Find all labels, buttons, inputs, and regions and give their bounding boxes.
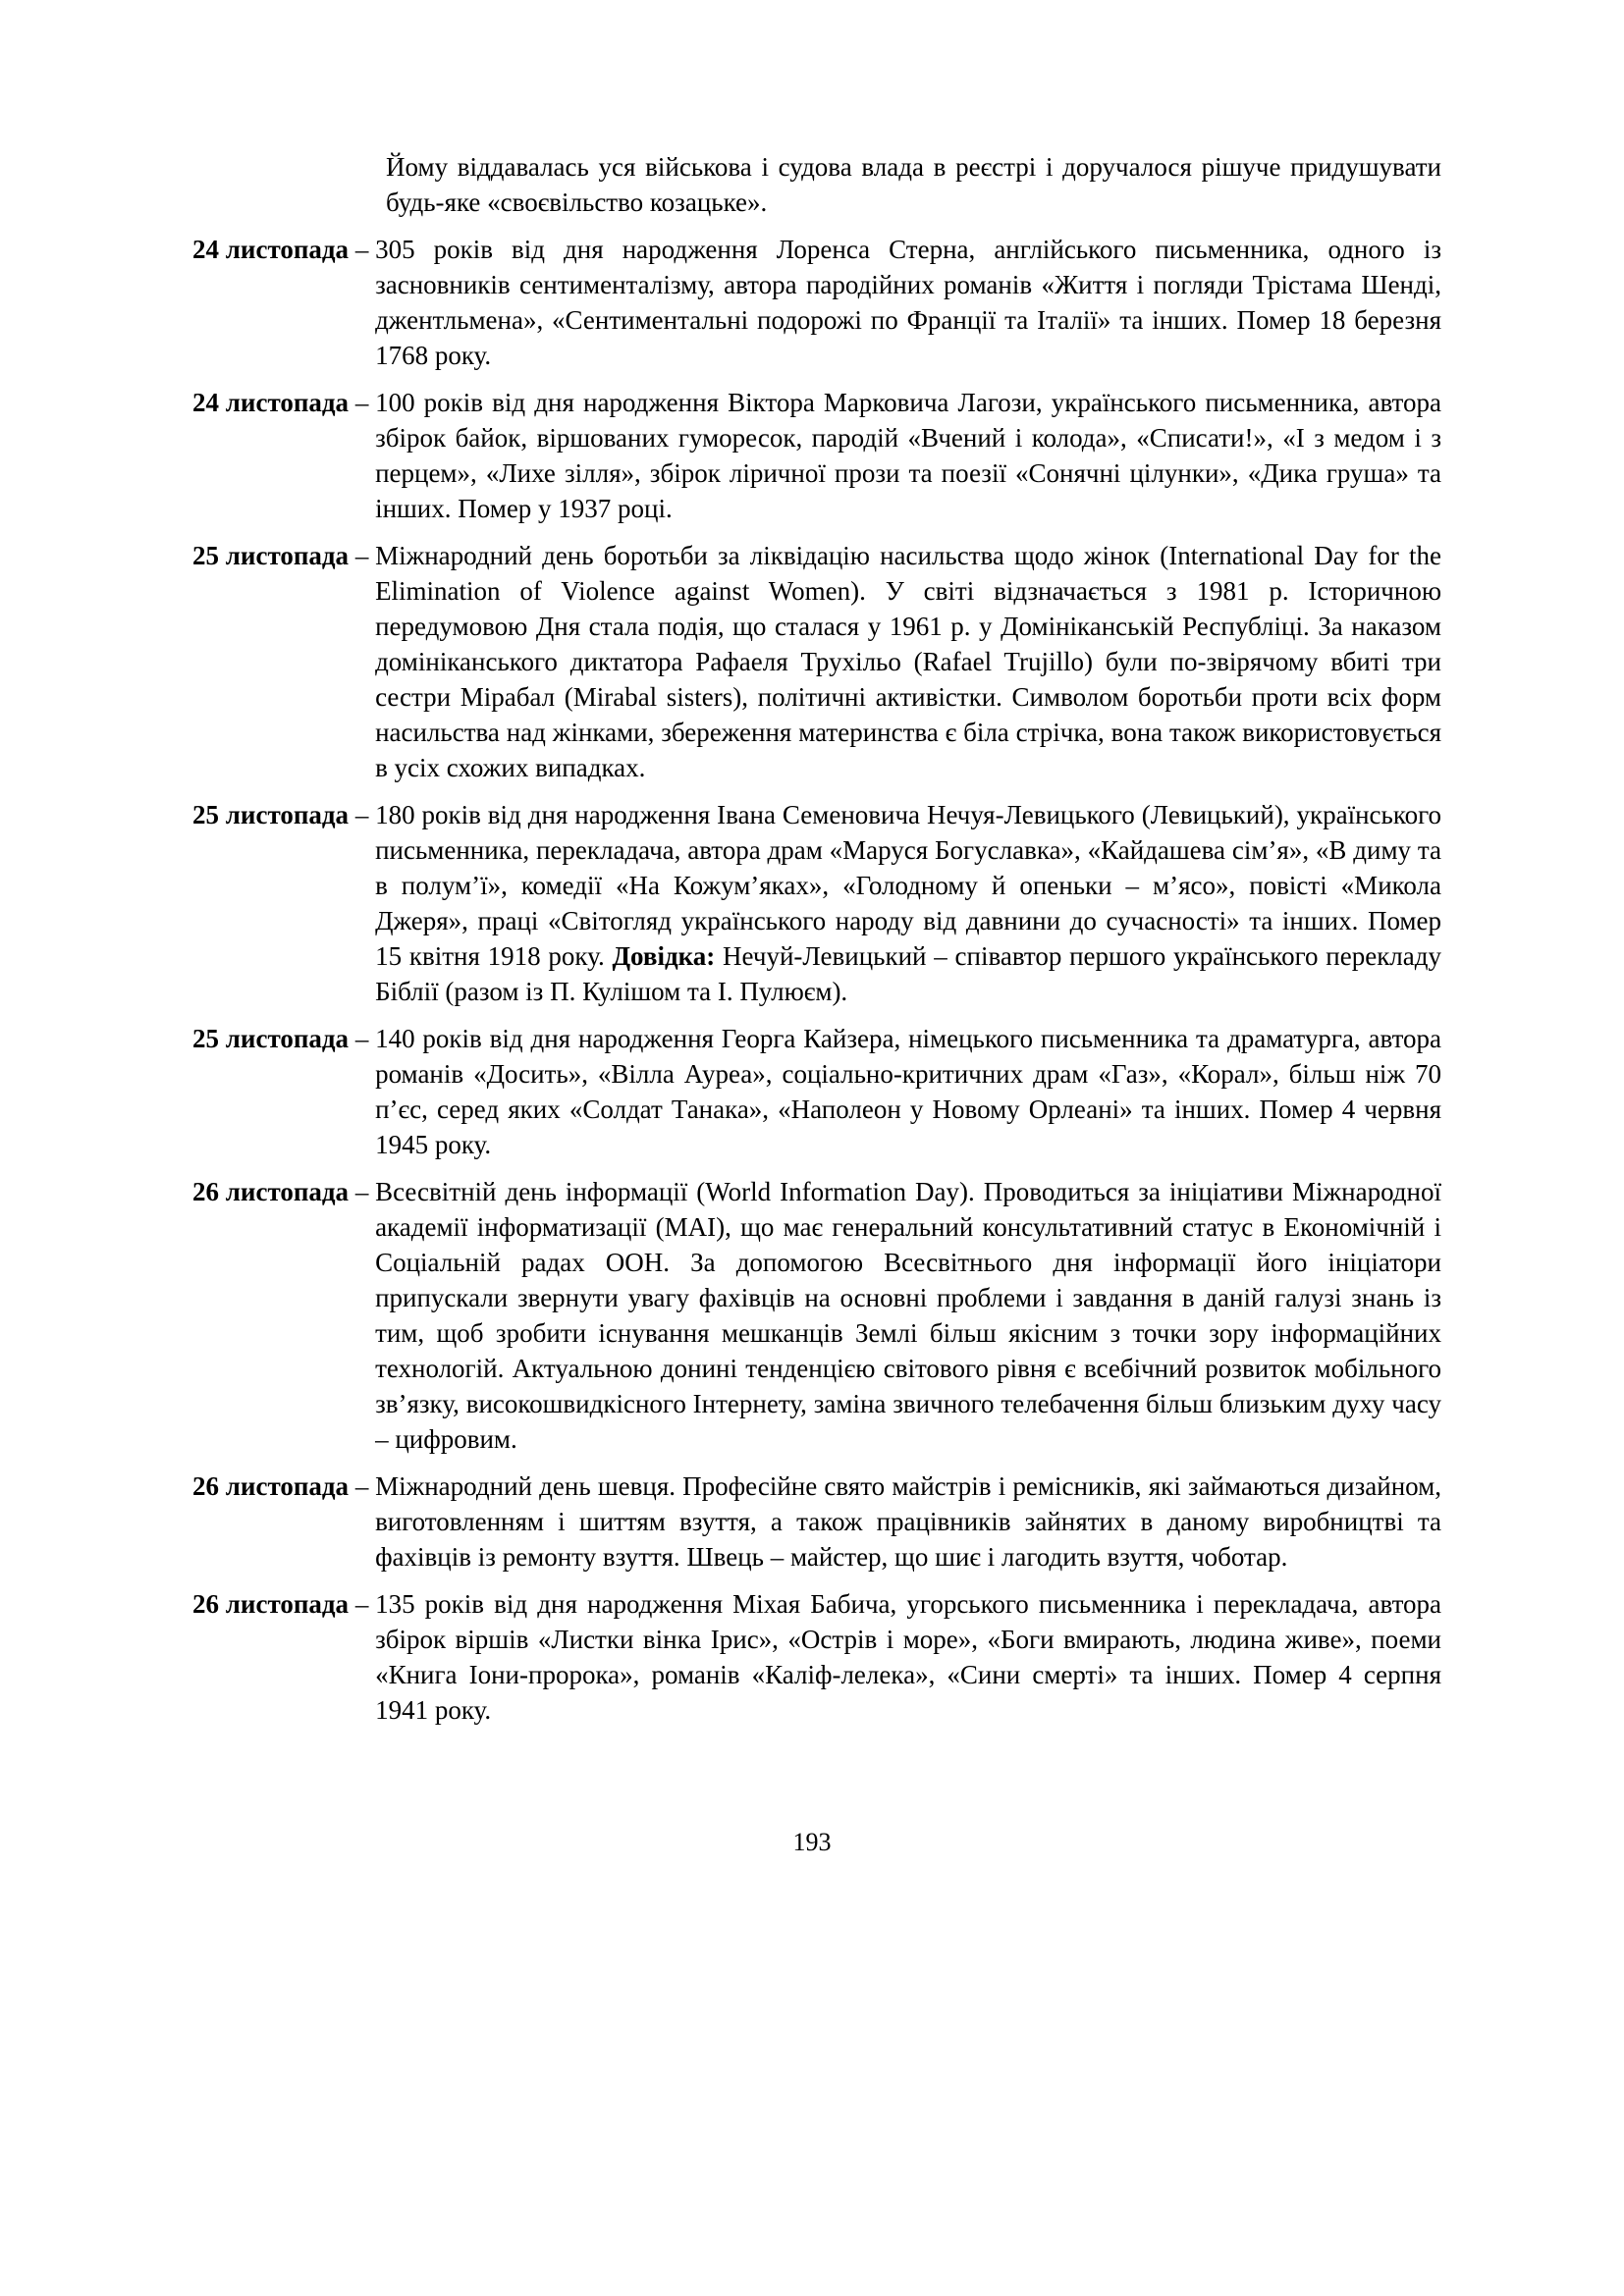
entry-dash: – bbox=[349, 235, 376, 264]
page-content bbox=[192, 149, 1441, 1739]
calendar-entry bbox=[192, 538, 1441, 785]
entry-text: Міжнародний день боротьби за ліквідацію насильства щодо жінок (International Day for the Elimination of Violence against Women). У світі відзначається з 1981 р. Історичною передумовою Дня стала подія, що сталася у 1961 р. у Домініканській Республіці. За наказом домініканського диктатора Рафаеля Трухільо (Rafael Trujillo) були по-звірячому вбиті три сестри Мірабал (Mirabal sisters), політичні активістки. Символом боротьби проти всіх форм насильства над жінками, збереження материнства є біла стрічка, вона також використовується в усіх схожих випадках. bbox=[375, 541, 1441, 782]
calendar-entry bbox=[192, 232, 1441, 373]
page-number: 193 bbox=[792, 1828, 832, 1856]
entry-text: Всесвітній день інформації (World Information Day). Проводиться за ініціативи Міжнародної академії інформатизації (МАІ), що має генеральний консультативний статус в Економічній і Соціальній радах ООН. За допомогою Всесвітнього дня інформації його ініціатори припускали звернути увагу фахівців на основні проблеми і завдання в даній галузі знань із тим, щоб зробити існування мешканців Землі більш якісним з точки зору інформаційних технологій. Актуальною донині тенденцією світового рівня є всебічний розвиток мобільного зв’язку, високошвидкісного Інтернету, заміна звичного телебачення більш близьким духу часу – цифровим. bbox=[375, 1177, 1441, 1454]
entry-dash: – bbox=[349, 1177, 376, 1206]
entry-dash: – bbox=[349, 1471, 376, 1501]
entry-dash: – bbox=[349, 1589, 376, 1619]
entry-text: Міжнародний день шевця. Професійне свято майстрів і ремісників, які займаються дизайном, виготовленням і шиттям взуття, а також працівників зайнятих в даному виробництві та фахівців із ремонту взуття. Швець – майстер, що шиє і лагодить взуття, чоботар. bbox=[375, 1471, 1441, 1572]
entry-date: 25 листопада bbox=[192, 1024, 350, 1053]
entry-date: 24 листопада bbox=[192, 388, 350, 417]
entry-text: 305 років від дня народження Лоренса Стерна, англійського письменника, одного із засновників сентименталізму, автора пародійних романів «Життя і погляди Трістама Шенді, джентльмена», «Сентиментальні подорожі по Франції та Італії» та інших. Помер 18 березня 1768 року. bbox=[375, 235, 1441, 370]
entry-dash: – bbox=[349, 541, 376, 570]
calendar-entry bbox=[192, 1174, 1441, 1457]
reference-note-label: Довідка: bbox=[612, 941, 716, 971]
calendar-entry bbox=[192, 797, 1441, 1009]
entry-dash: – bbox=[349, 1024, 376, 1053]
entry-dash: – bbox=[349, 800, 376, 829]
entry-date: 25 листопада bbox=[192, 541, 350, 570]
entry-date: 26 листопада bbox=[192, 1589, 350, 1619]
entry-text: 100 років від дня народження Віктора Марковича Лагози, українського письменника, автора збірок байок, віршованих гуморесок, пародій «Вчений і колода», «Списати!», «І з медом і з перцем», «Лихе зілля», збірок ліричної прози та поезії «Сонячні цілунки», «Дика груша» та інших. Помер у 1937 році. bbox=[375, 388, 1441, 523]
calendar-entry bbox=[192, 385, 1441, 526]
entry-date: 25 листопада bbox=[192, 800, 350, 829]
intro-paragraph: Йому віддавалась уся військова і судова влада в реєстрі і доручалося рішуче придушувати будь-яке «своєвільство козацьке». bbox=[386, 152, 1441, 217]
entry-dash: – bbox=[349, 388, 376, 417]
entry-text-with-note bbox=[375, 797, 1441, 1009]
entry-text: 135 років від дня народження Міхая Бабича, угорського письменника і перекладача, автора збірок віршів «Листки вінка Ірис», «Острів і море», «Боги вмирають, людина живе», поеми «Книга Іони-пророка», романів «Каліф-лелека», «Сини смерті» та інших. Помер 4 серпня 1941 року. bbox=[375, 1589, 1441, 1725]
entry-date: 26 листопада bbox=[192, 1177, 350, 1206]
entry-date: 24 листопада bbox=[192, 235, 350, 264]
entry-text: 180 років від дня народження Івана Семеновича Нечуя-Левицького (Левицький), українського письменника, перекладача, автора драм «Маруся Богуславка», «Кайдашева сім’я», «В диму та в полум’ї», комедії «На Кожум’яках», «Голодному й опеньки – м’ясо», повісті «Микола Джеря», праці «Світогляд українського народу від давнини до сучасності» та інших. Помер 15 квітня 1918 року. bbox=[375, 800, 1441, 971]
reference-note-text: Нечуй-Левицький – співавтор першого українського перекладу Біблії (разом із П. Кулішом та І. Пулюєм). bbox=[375, 941, 1442, 1006]
calendar-entry bbox=[192, 1468, 1441, 1575]
calendar-entry bbox=[192, 1021, 1441, 1162]
calendar-entry bbox=[192, 1586, 1441, 1728]
entry-date: 26 листопада bbox=[192, 1471, 350, 1501]
entry-text: 140 років від дня народження Георга Кайзера, німецького письменника та драматурга, автора романів «Досить», «Вілла Ауреа», соціально-критичних драм «Газ», «Корал», більш ніж 70 п’єс, серед яких «Солдат Танака», «Наполеон у Новому Орлеані» та інших. Помер 4 червня 1945 року. bbox=[375, 1024, 1441, 1159]
